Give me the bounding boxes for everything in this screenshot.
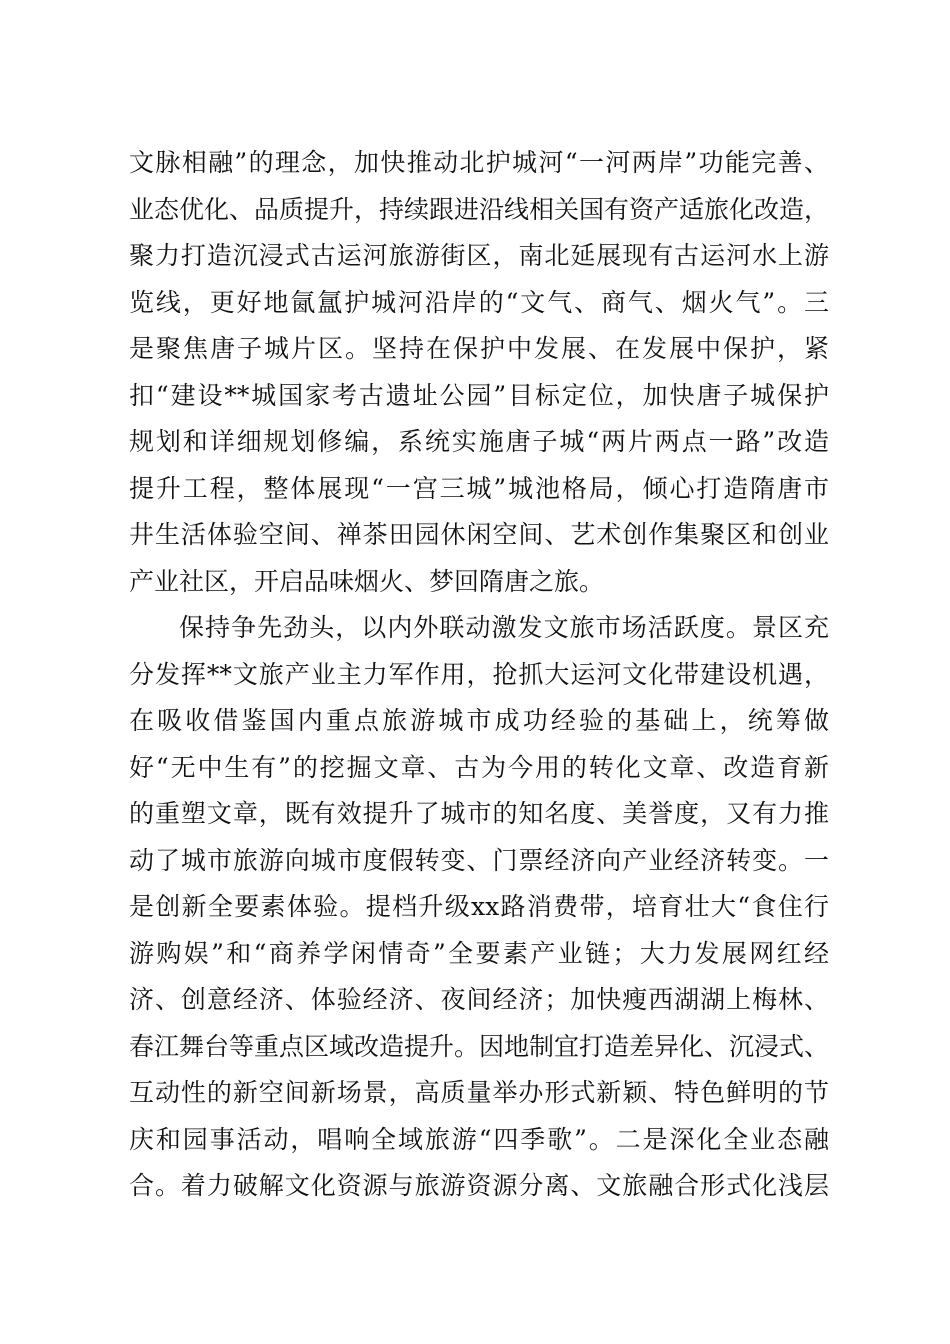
text-line: 游购娱”和“商养学闲情奇”全要素产业链；大力发展网红经 <box>129 938 829 968</box>
paragraph-2 <box>129 605 829 1210</box>
text-line: 业态优化、品质提升，持续跟进沿线相关国有资产适旅化改造， <box>129 194 830 224</box>
paragraph-1 <box>129 140 829 605</box>
body-text <box>129 140 829 1210</box>
text-line: 聚力打造沉浸式古运河旅游街区，南北延展现有古运河水上游 <box>129 241 829 270</box>
text-line: 提升工程，整体展现“一宫三城”城池格局，倾心打造隋唐市 <box>129 473 829 503</box>
text-line: 庆和园事活动，唱响全域旅游“四季歌”。二是深化全业态融 <box>129 1124 829 1154</box>
text-line: 好“无中生有”的挖掘文章、古为今用的转化文章、改造育新 <box>129 752 829 782</box>
text-line: 是聚焦唐子城片区。坚持在保护中发展、在发展中保护，紧 <box>129 334 829 363</box>
text-line: 分发挥**文旅产业主力军作用，抢抓大运河文化带建设机遇， <box>129 659 829 689</box>
text-line: 览线，更好地氤氲护城河沿岸的“文气、商气、烟火气”。三 <box>129 287 829 317</box>
text-line: 在吸收借鉴国内重点旅游城市成功经验的基础上，统筹做 <box>129 706 829 735</box>
text-line: 互动性的新空间新场景，高质量举办形式新颖、特色鲜明的节 <box>129 1078 829 1107</box>
text-line: 的重塑文章，既有效提升了城市的知名度、美誉度，又有力推 <box>129 799 829 828</box>
text-line: 是创新全要素体验。提档升级xx路消费带，培育壮大“食住行 <box>129 892 829 921</box>
text-line: 春江舞台等重点区域改造提升。因地制宜打造差异化、沉浸式、 <box>129 1031 830 1061</box>
text-line: 合。着力破解文化资源与旅游资源分离、文旅融合形式化浅层 <box>129 1171 829 1200</box>
text-line: 动了城市旅游向城市度假转变、门票经济向产业经济转变。一 <box>129 845 829 875</box>
text-line: 产业社区，开启品味烟火、梦回隋唐之旅。 <box>129 566 605 596</box>
text-line: 文脉相融”的理念，加快推动北护城河“一河两岸”功能完善、 <box>129 148 829 177</box>
text-line: 保持争先劲头，以内外联动激发文旅市场活跃度。景区充 <box>179 613 829 642</box>
text-line: 济、创意经济、体验经济、夜间经济；加快瘦西湖湖上梅林、 <box>129 985 829 1014</box>
text-line: 扣“建设**城国家考古遗址公园”目标定位，加快唐子城保护 <box>129 380 829 410</box>
text-line: 规划和详细规划修编，系统实施唐子城“两片两点一路”改造 <box>129 427 829 456</box>
text-line: 井生活体验空间、禅茶田园休闲空间、艺术创作集聚区和创业 <box>129 520 829 549</box>
